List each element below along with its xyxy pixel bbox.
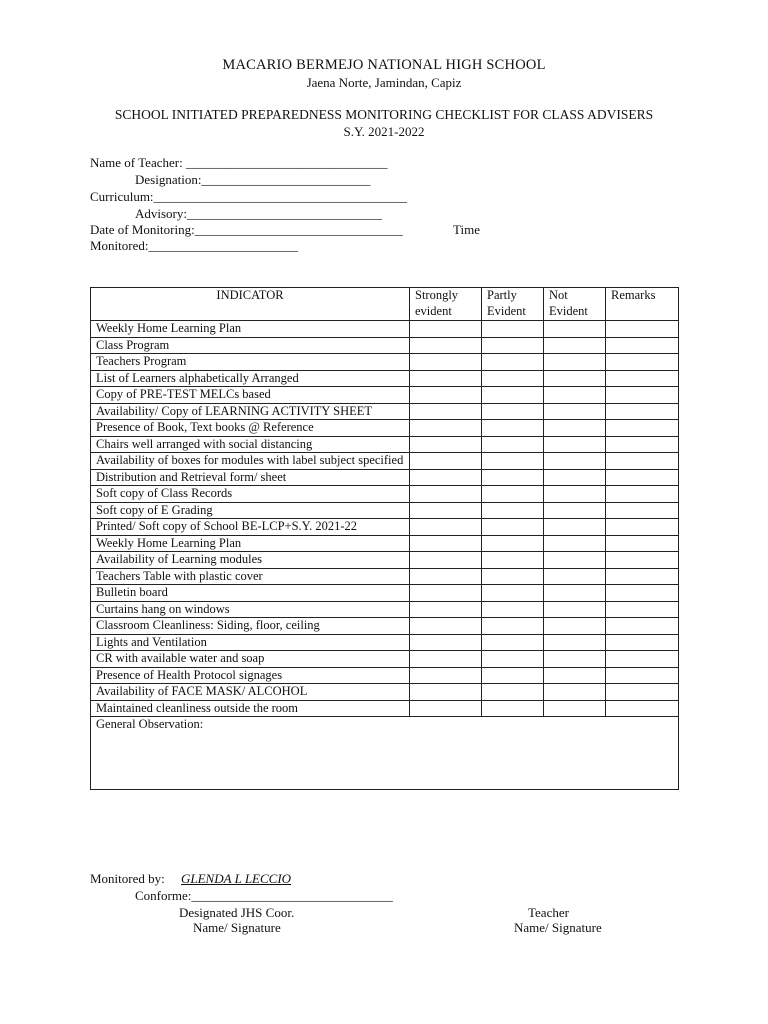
indicator-cell: Presence of Book, Text books @ Reference (91, 420, 410, 437)
table-row (91, 684, 679, 701)
remarks-cell[interactable] (606, 601, 679, 618)
school-year: S.Y. 2021-2022 (343, 124, 425, 139)
strongly-evident-cell[interactable] (410, 354, 482, 371)
table-row (91, 370, 679, 387)
remarks-cell[interactable] (606, 651, 679, 668)
strongly-evident-cell[interactable] (410, 700, 482, 717)
partly-evident-cell[interactable] (482, 634, 544, 651)
strongly-evident-cell[interactable] (410, 684, 482, 701)
general-observation-row (91, 717, 679, 790)
remarks-cell[interactable] (606, 387, 679, 404)
strongly-evident-cell[interactable] (410, 519, 482, 536)
not-evident-cell[interactable] (544, 601, 606, 618)
indicator-cell: Availability of Learning modules (91, 552, 410, 569)
strongly-evident-cell[interactable] (410, 634, 482, 651)
not-evident-cell[interactable] (544, 337, 606, 354)
table-row (91, 601, 679, 618)
remarks-cell[interactable] (606, 585, 679, 602)
table-row (91, 618, 679, 635)
remarks-cell[interactable] (606, 486, 679, 503)
teacher-signature: Name/ Signature (514, 920, 602, 935)
remarks-cell[interactable] (606, 354, 679, 371)
table-row (91, 420, 679, 437)
strongly-evident-cell[interactable] (410, 585, 482, 602)
indicator-cell: Weekly Home Learning Plan (91, 321, 410, 338)
remarks-cell[interactable] (606, 469, 679, 486)
conforme-field: Conforme:_______________________________ (135, 888, 393, 903)
form-title: SCHOOL INITIATED PREPAREDNESS MONITORING CHECKLIST FOR CLASS ADVISERS (114, 107, 654, 122)
partly-evident-cell[interactable] (482, 667, 544, 684)
table-row (91, 486, 679, 503)
monitored-by-name: GLENDA L LECCIO (181, 871, 292, 886)
header-indicator: INDICATOR (91, 288, 410, 321)
remarks-cell[interactable] (606, 403, 679, 420)
not-evident-cell[interactable] (544, 469, 606, 486)
table-row (91, 502, 679, 519)
remarks-cell[interactable] (606, 684, 679, 701)
strongly-evident-cell[interactable] (410, 469, 482, 486)
strongly-evident-cell[interactable] (410, 535, 482, 552)
monitored-field: Monitored:_______________________ (90, 238, 298, 253)
table-row (91, 519, 679, 536)
table-row (91, 700, 679, 717)
partly-evident-cell[interactable] (482, 618, 544, 635)
table-row (91, 585, 679, 602)
not-evident-cell[interactable] (544, 387, 606, 404)
strongly-evident-cell[interactable] (410, 502, 482, 519)
designation-field: Designation:__________________________ (135, 172, 371, 187)
date-of-monitoring-field: Date of Monitoring:________________________________ (90, 222, 403, 237)
not-evident-cell[interactable] (544, 585, 606, 602)
table-row (91, 535, 679, 552)
teacher-name-field: Name of Teacher: _______________________________ (90, 155, 388, 170)
not-evident-cell[interactable] (544, 519, 606, 536)
indicator-cell: Copy of PRE-TEST MELCs based (91, 387, 410, 404)
partly-evident-cell[interactable] (482, 453, 544, 470)
indicator-cell: Lights and Ventilation (91, 634, 410, 651)
not-evident-cell[interactable] (544, 370, 606, 387)
table-row (91, 403, 679, 420)
indicator-cell: Teachers Program (91, 354, 410, 371)
partly-evident-cell[interactable] (482, 552, 544, 569)
strongly-evident-cell[interactable] (410, 651, 482, 668)
strongly-evident-cell[interactable] (410, 568, 482, 585)
partly-evident-cell[interactable] (482, 585, 544, 602)
not-evident-cell[interactable] (544, 436, 606, 453)
checklist-table (90, 287, 679, 790)
coordinator-signature: Name/ Signature (193, 920, 281, 935)
remarks-cell[interactable] (606, 502, 679, 519)
partly-evident-cell[interactable] (482, 321, 544, 338)
indicator-cell: Printed/ Soft copy of School BE-LCP+S.Y. 2021-22 (91, 519, 410, 536)
strongly-evident-cell[interactable] (410, 552, 482, 569)
remarks-cell[interactable] (606, 321, 679, 338)
partly-evident-cell[interactable] (482, 568, 544, 585)
partly-evident-cell[interactable] (482, 486, 544, 503)
partly-evident-cell[interactable] (482, 436, 544, 453)
monitored-by-label: Monitored by: (90, 871, 165, 886)
not-evident-cell[interactable] (544, 502, 606, 519)
strongly-evident-cell[interactable] (410, 337, 482, 354)
indicator-cell: Maintained cleanliness outside the room (91, 700, 410, 717)
table-header-row (91, 288, 679, 321)
indicator-cell: List of Learners alphabetically Arranged (91, 370, 410, 387)
remarks-cell[interactable] (606, 519, 679, 536)
indicator-cell: Bulletin board (91, 585, 410, 602)
strongly-evident-cell[interactable] (410, 387, 482, 404)
partly-evident-cell[interactable] (482, 502, 544, 519)
indicator-cell: Presence of Health Protocol signages (91, 667, 410, 684)
not-evident-cell[interactable] (544, 354, 606, 371)
header-partly-evident: Partly Evident (482, 288, 544, 321)
indicator-cell: Weekly Home Learning Plan (91, 535, 410, 552)
table-row (91, 667, 679, 684)
strongly-evident-cell[interactable] (410, 403, 482, 420)
not-evident-cell[interactable] (544, 321, 606, 338)
partly-evident-cell[interactable] (482, 337, 544, 354)
table-row (91, 469, 679, 486)
table-row (91, 354, 679, 371)
strongly-evident-cell[interactable] (410, 486, 482, 503)
partly-evident-cell[interactable] (482, 469, 544, 486)
indicator-cell: Teachers Table with plastic cover (91, 568, 410, 585)
remarks-cell[interactable] (606, 634, 679, 651)
table-row (91, 436, 679, 453)
remarks-cell[interactable] (606, 568, 679, 585)
partly-evident-cell[interactable] (482, 370, 544, 387)
coordinator-role: Designated JHS Coor. (179, 905, 295, 920)
indicator-cell: CR with available water and soap (91, 651, 410, 668)
header-remarks: Remarks (606, 288, 679, 321)
indicator-cell: Soft copy of E Grading (91, 502, 410, 519)
remarks-cell[interactable] (606, 667, 679, 684)
partly-evident-cell[interactable] (482, 519, 544, 536)
partly-evident-cell[interactable] (482, 354, 544, 371)
strongly-evident-cell[interactable] (410, 370, 482, 387)
not-evident-cell[interactable] (544, 634, 606, 651)
not-evident-cell[interactable] (544, 486, 606, 503)
not-evident-cell[interactable] (544, 618, 606, 635)
strongly-evident-cell[interactable] (410, 601, 482, 618)
remarks-cell[interactable] (606, 420, 679, 437)
general-observation: General Observation: (91, 717, 679, 790)
indicator-cell: Soft copy of Class Records (91, 486, 410, 503)
table-row (91, 321, 679, 338)
table-row (91, 337, 679, 354)
partly-evident-cell[interactable] (482, 700, 544, 717)
time-label: Time (453, 222, 480, 237)
school-name: MACARIO BERMEJO NATIONAL HIGH SCHOOL (222, 57, 546, 73)
table-row (91, 651, 679, 668)
partly-evident-cell[interactable] (482, 601, 544, 618)
table-row (91, 634, 679, 651)
teacher-role: Teacher (528, 905, 569, 920)
partly-evident-cell[interactable] (482, 420, 544, 437)
strongly-evident-cell[interactable] (410, 618, 482, 635)
indicator-cell: Availability/ Copy of LEARNING ACTIVITY SHEET (91, 403, 410, 420)
remarks-cell[interactable] (606, 618, 679, 635)
remarks-cell[interactable] (606, 453, 679, 470)
school-address: Jaena Norte, Jamindan, Capiz (306, 75, 462, 90)
table-row (91, 552, 679, 569)
indicator-cell: Availability of boxes for modules with label subject specified (91, 453, 410, 470)
partly-evident-cell[interactable] (482, 535, 544, 552)
partly-evident-cell[interactable] (482, 387, 544, 404)
remarks-cell[interactable] (606, 535, 679, 552)
table-row (91, 568, 679, 585)
indicator-cell: Chairs well arranged with social distancing (91, 436, 410, 453)
header-strongly-evident: Strongly evident (410, 288, 482, 321)
not-evident-cell[interactable] (544, 651, 606, 668)
strongly-evident-cell[interactable] (410, 321, 482, 338)
advisory-field: Advisory:______________________________ (135, 206, 382, 221)
table-row (91, 387, 679, 404)
not-evident-cell[interactable] (544, 403, 606, 420)
strongly-evident-cell[interactable] (410, 436, 482, 453)
curriculum-field: Curriculum:_______________________________________ (90, 189, 408, 204)
not-evident-cell[interactable] (544, 568, 606, 585)
strongly-evident-cell[interactable] (410, 667, 482, 684)
strongly-evident-cell[interactable] (410, 453, 482, 470)
remarks-cell[interactable] (606, 436, 679, 453)
partly-evident-cell[interactable] (482, 403, 544, 420)
remarks-cell[interactable] (606, 700, 679, 717)
partly-evident-cell[interactable] (482, 651, 544, 668)
not-evident-cell[interactable] (544, 667, 606, 684)
table-row (91, 453, 679, 470)
indicator-cell: Distribution and Retrieval form/ sheet (91, 469, 410, 486)
not-evident-cell[interactable] (544, 453, 606, 470)
remarks-cell[interactable] (606, 370, 679, 387)
not-evident-cell[interactable] (544, 552, 606, 569)
not-evident-cell[interactable] (544, 700, 606, 717)
not-evident-cell[interactable] (544, 684, 606, 701)
not-evident-cell[interactable] (544, 535, 606, 552)
indicator-cell: Class Program (91, 337, 410, 354)
remarks-cell[interactable] (606, 552, 679, 569)
indicator-cell: Curtains hang on windows (91, 601, 410, 618)
not-evident-cell[interactable] (544, 420, 606, 437)
partly-evident-cell[interactable] (482, 684, 544, 701)
indicator-cell: Availability of FACE MASK/ ALCOHOL (91, 684, 410, 701)
indicator-cell: Classroom Cleanliness: Siding, floor, ceiling (91, 618, 410, 635)
strongly-evident-cell[interactable] (410, 420, 482, 437)
header-not-evident: Not Evident (544, 288, 606, 321)
remarks-cell[interactable] (606, 337, 679, 354)
